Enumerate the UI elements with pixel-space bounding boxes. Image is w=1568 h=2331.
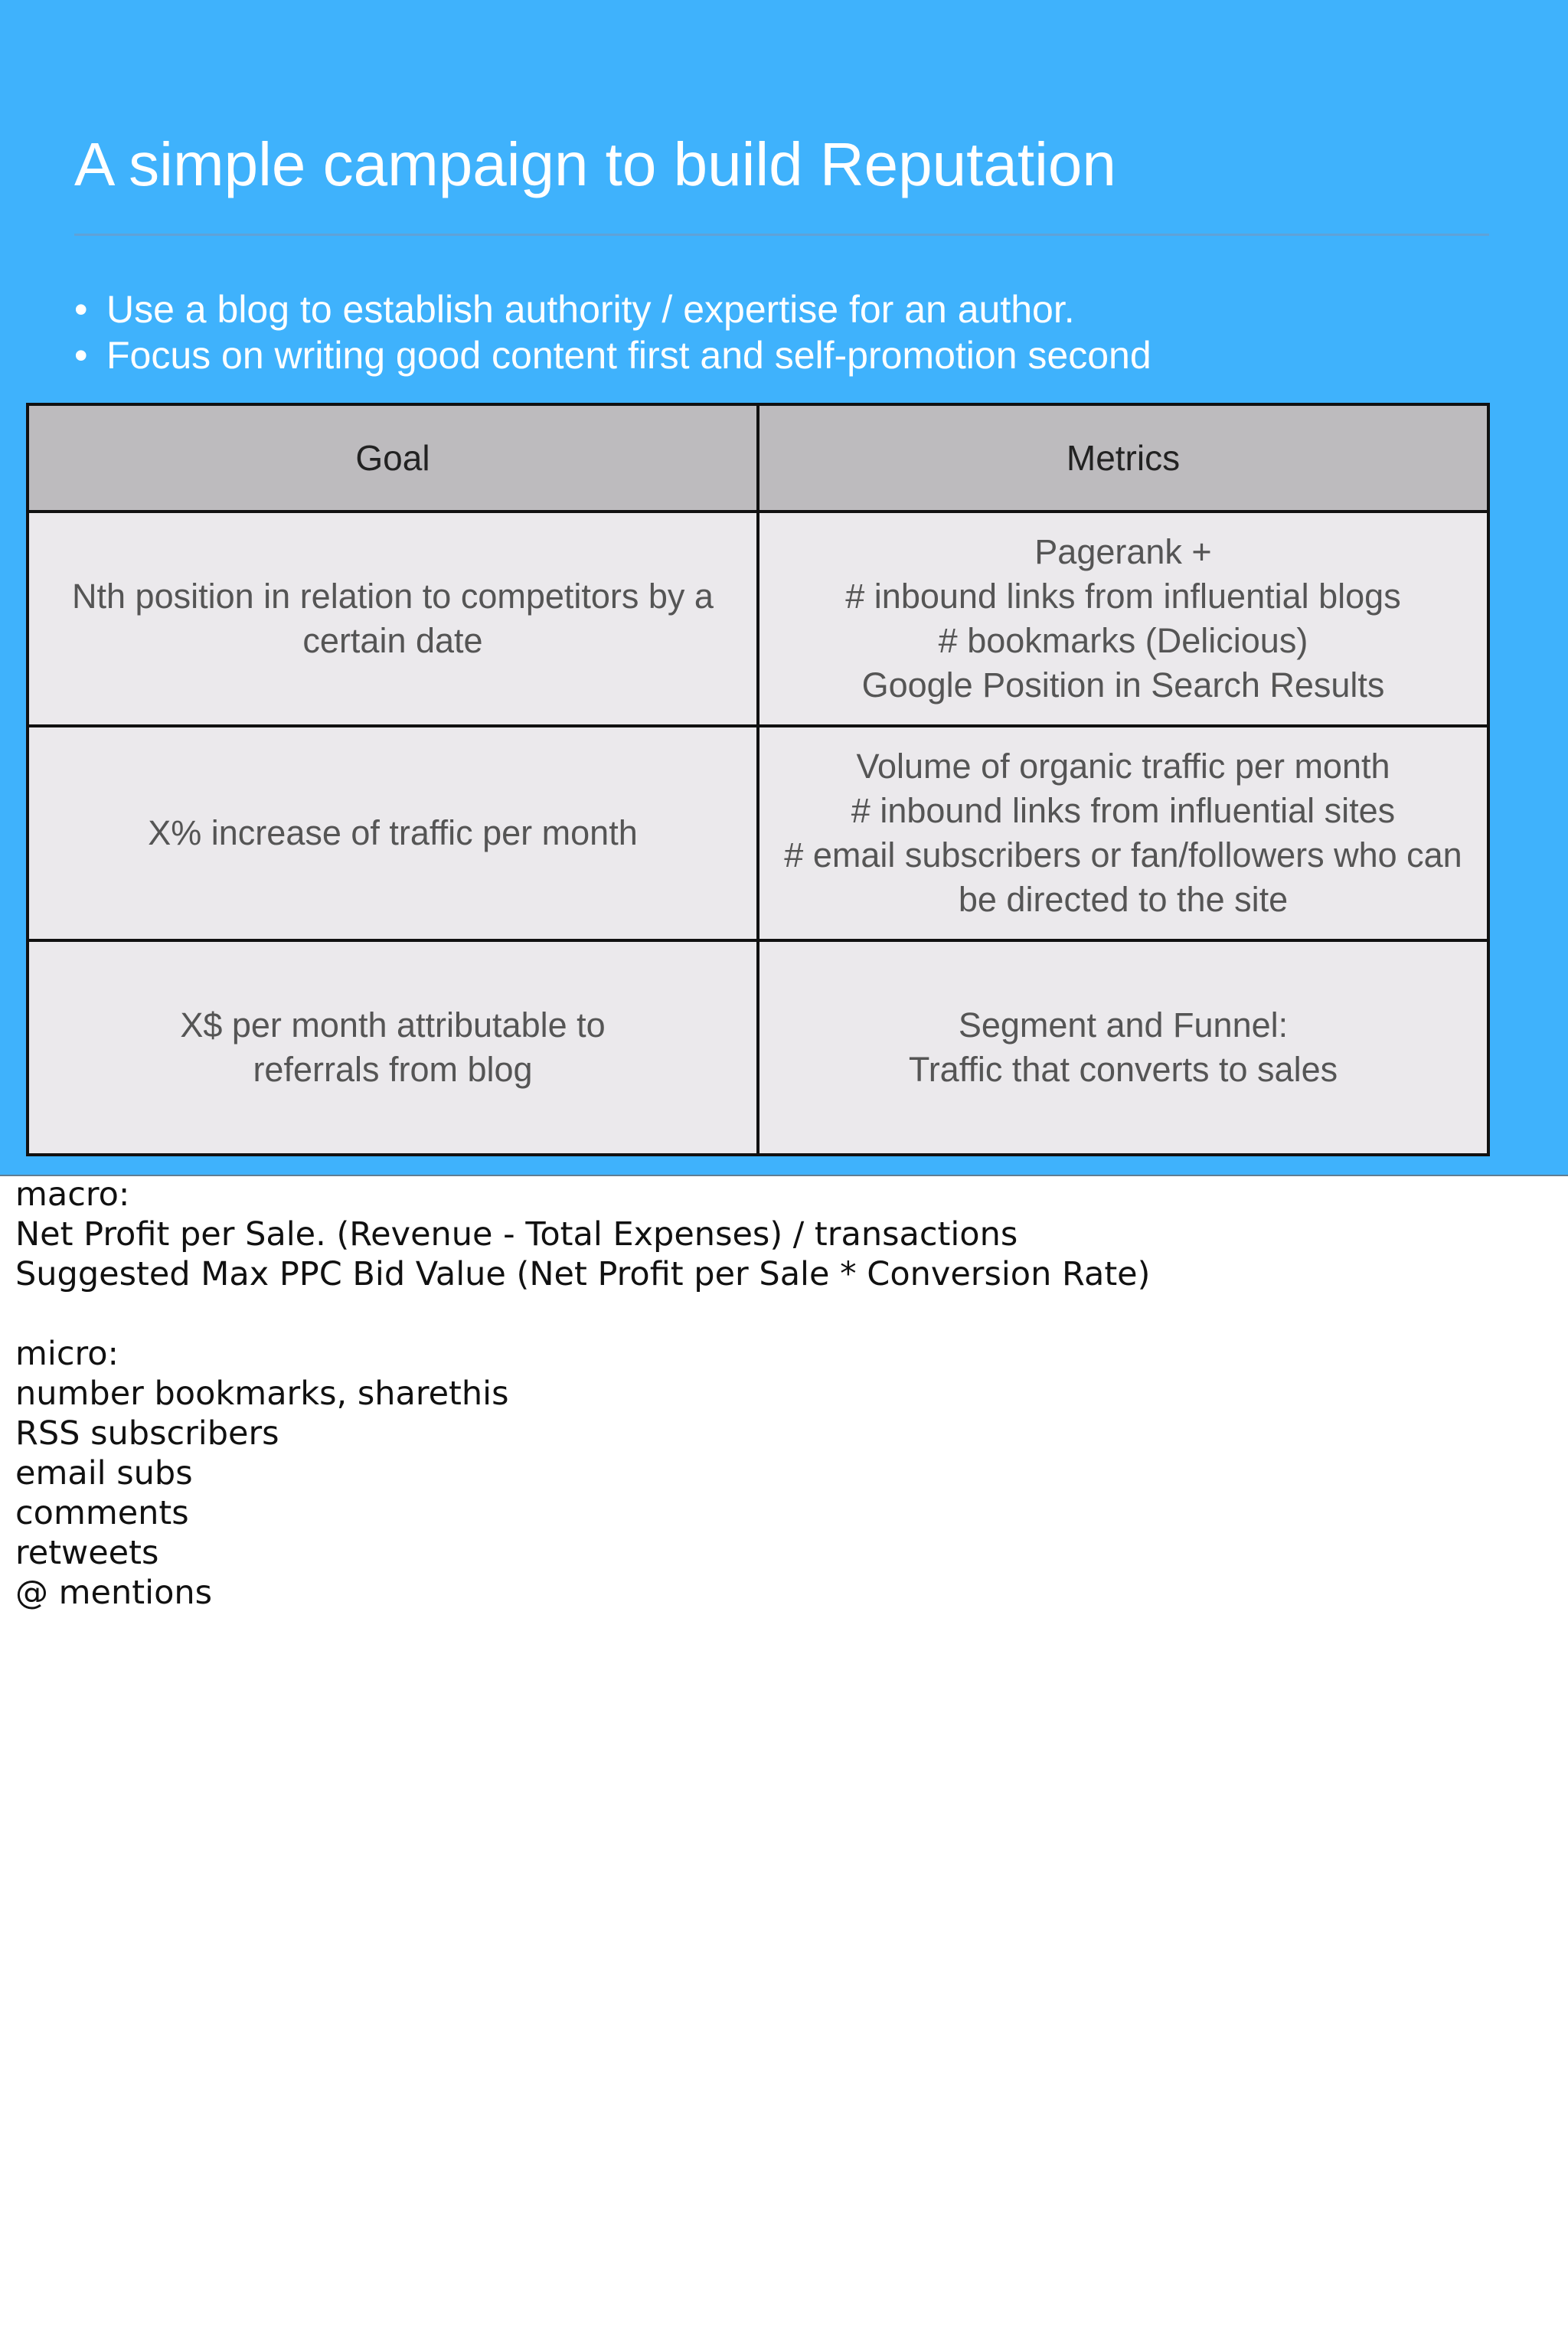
cell-line: certain date (302, 621, 483, 660)
notes-line: micro: (15, 1335, 119, 1373)
goal-cell (28, 940, 758, 1155)
bullet-item (74, 286, 1152, 332)
bullet-text: Focus on writing good content first and self-promotion second (106, 334, 1152, 377)
cell-line: # bookmarks (Delicious) (938, 621, 1308, 660)
table-row (28, 726, 1488, 940)
table-row (28, 512, 1488, 726)
bullet-dot-icon: • (74, 288, 88, 331)
bullet-text: Use a blog to establish authority / expertise for an author. (106, 288, 1075, 331)
column-header-goal: Goal (28, 404, 758, 512)
cell-line: referrals from blog (253, 1050, 533, 1089)
notes-line: macro: (15, 1175, 130, 1214)
cell-line: Segment and Funnel: (958, 1005, 1289, 1045)
table-header-row (28, 404, 1488, 512)
cell-line: X% increase of traffic per month (148, 813, 638, 852)
presenter-notes (15, 1175, 1150, 1613)
notes-line: Suggested Max PPC Bid Value (Net Profit per Sale * Conversion Rate) (15, 1255, 1151, 1293)
column-header-metrics: Metrics (758, 404, 1488, 512)
cell-line: Google Position in Search Results (861, 665, 1385, 705)
notes-line: number bookmarks, sharethis (15, 1375, 509, 1413)
cell-line: Pagerank + (1034, 532, 1212, 571)
notes-line: RSS subscribers (15, 1414, 279, 1453)
metrics-cell (758, 512, 1488, 726)
notes-line: comments (15, 1494, 189, 1532)
cell-line: # inbound links from influential blogs (845, 577, 1401, 616)
goal-cell (28, 726, 758, 940)
cell-line: Traffic that converts to sales (908, 1050, 1338, 1089)
metrics-cell (758, 940, 1488, 1155)
goals-metrics-table (26, 403, 1490, 1156)
bullet-list (74, 286, 1152, 378)
notes-line: email subs (15, 1454, 193, 1492)
notes-line: @ mentions (15, 1574, 213, 1612)
cell-line: # inbound links from influential sites (851, 791, 1396, 830)
cell-line: X$ per month attributable to (180, 1005, 606, 1045)
cell-line: Volume of organic traffic per month (856, 747, 1390, 786)
cell-line: be directed to the site (958, 880, 1289, 919)
notes-blank-line (15, 1294, 1150, 1334)
table-row (28, 940, 1488, 1155)
notes-line: retweets (15, 1534, 159, 1572)
title-divider (74, 234, 1489, 236)
cell-line: # email subscribers or fan/followers who can (784, 835, 1462, 875)
metrics-cell (758, 726, 1488, 940)
notes-line: Net Profit per Sale. (Revenue - Total Expenses) / transactions (15, 1215, 1018, 1254)
goal-cell (28, 512, 758, 726)
cell-line: Nth position in relation to competitors by a (72, 577, 714, 616)
slide-title: A simple campaign to build Reputation (74, 130, 1116, 198)
bullet-dot-icon: • (74, 334, 88, 377)
bullet-item (74, 332, 1152, 378)
